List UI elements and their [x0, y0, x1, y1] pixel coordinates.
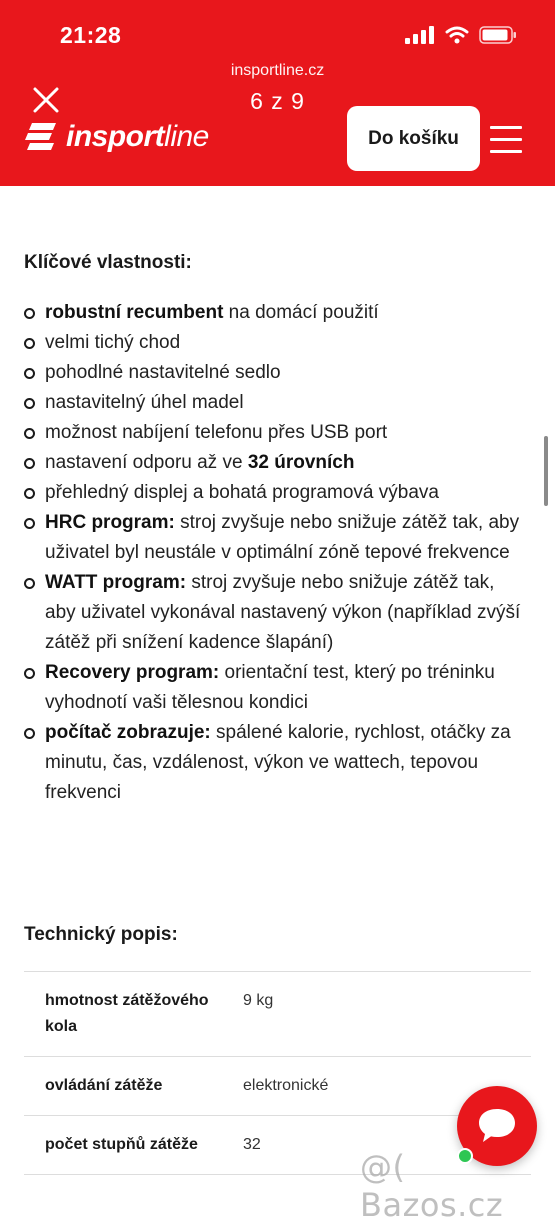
features-heading: Klíčové vlastnosti:: [24, 252, 192, 273]
spec-table: [24, 971, 531, 1175]
bullet-icon: [24, 458, 35, 469]
status-time: 21:28: [60, 22, 122, 48]
table-row: [24, 972, 531, 1057]
logo[interactable]: [24, 120, 209, 154]
hamburger-menu-icon[interactable]: [490, 126, 522, 154]
bullet-icon: [24, 668, 35, 679]
list-item: Recovery program: orientační test, který po tréninku vyhodnotí vaši tělesnou kondici: [24, 658, 529, 718]
specs-heading: Technický popis:: [24, 924, 178, 945]
list-item: možnost nabíjení telefonu přes USB port: [24, 418, 529, 448]
status-icons: [405, 26, 517, 44]
close-icon[interactable]: [30, 84, 62, 116]
spec-value: 9 kg: [243, 992, 274, 1009]
list-item: pohodlné nastavitelné sedlo: [24, 358, 529, 388]
spec-key: počet stupňů zátěže: [45, 1136, 198, 1153]
browser-url: insportline.cz: [230, 62, 325, 79]
bullet-icon: [24, 368, 35, 379]
list-item: robustní recumbent na domácí použití: [24, 298, 529, 328]
wifi-icon: [445, 26, 469, 44]
signal-icon: [405, 26, 435, 44]
header-bar: [0, 0, 555, 186]
add-to-cart-button[interactable]: Do košíku: [347, 106, 480, 171]
list-item: WATT program: stroj zvyšuje nebo snižuje zátěž tak, aby uživatel vykonával nastavený výkon (například zvýší zátěž při snížení kadence šlapání): [24, 568, 529, 658]
scrollbar[interactable]: [544, 436, 548, 506]
list-item: HRC program: stroj zvyšuje nebo snižuje zátěž tak, aby uživatel byl neustále v optimální zóně tepové frekvence: [24, 508, 529, 568]
list-item: velmi tichý chod: [24, 328, 529, 358]
bullet-icon: [24, 578, 35, 589]
spec-value: 32: [243, 1136, 261, 1153]
bullet-icon: [24, 338, 35, 349]
bullet-icon: [24, 488, 35, 499]
battery-icon: [479, 26, 517, 44]
list-item: nastavení odporu až ve 32 úrovních: [24, 448, 529, 478]
logo-text: insportline: [66, 120, 209, 153]
spec-key: ovládání zátěže: [45, 1077, 163, 1094]
bullet-icon: [24, 308, 35, 319]
list-item: přehledný displej a bohatá programová výbava: [24, 478, 529, 508]
features-list: [24, 298, 529, 808]
chat-bubble-icon: [476, 1106, 518, 1146]
spec-key: hmotnost zátěžového kola: [45, 992, 209, 1035]
bullet-icon: [24, 428, 35, 439]
spec-value: elektronické: [243, 1077, 329, 1094]
list-item: nastavitelný úhel madel: [24, 388, 529, 418]
logo-mark-icon: [24, 121, 58, 153]
watermark: @( Bazos.cz: [360, 1148, 504, 1224]
bullet-icon: [24, 398, 35, 409]
bullet-icon: [24, 728, 35, 739]
bullet-icon: [24, 518, 35, 529]
table-row: [24, 1057, 531, 1116]
gallery-counter: 6 z 9: [250, 88, 305, 114]
list-item: počítač zobrazuje: spálené kalorie, rychlost, otáčky za minutu, čas, vzdálenost, výkon ve wattech, tepovou frekvenci: [24, 718, 529, 808]
